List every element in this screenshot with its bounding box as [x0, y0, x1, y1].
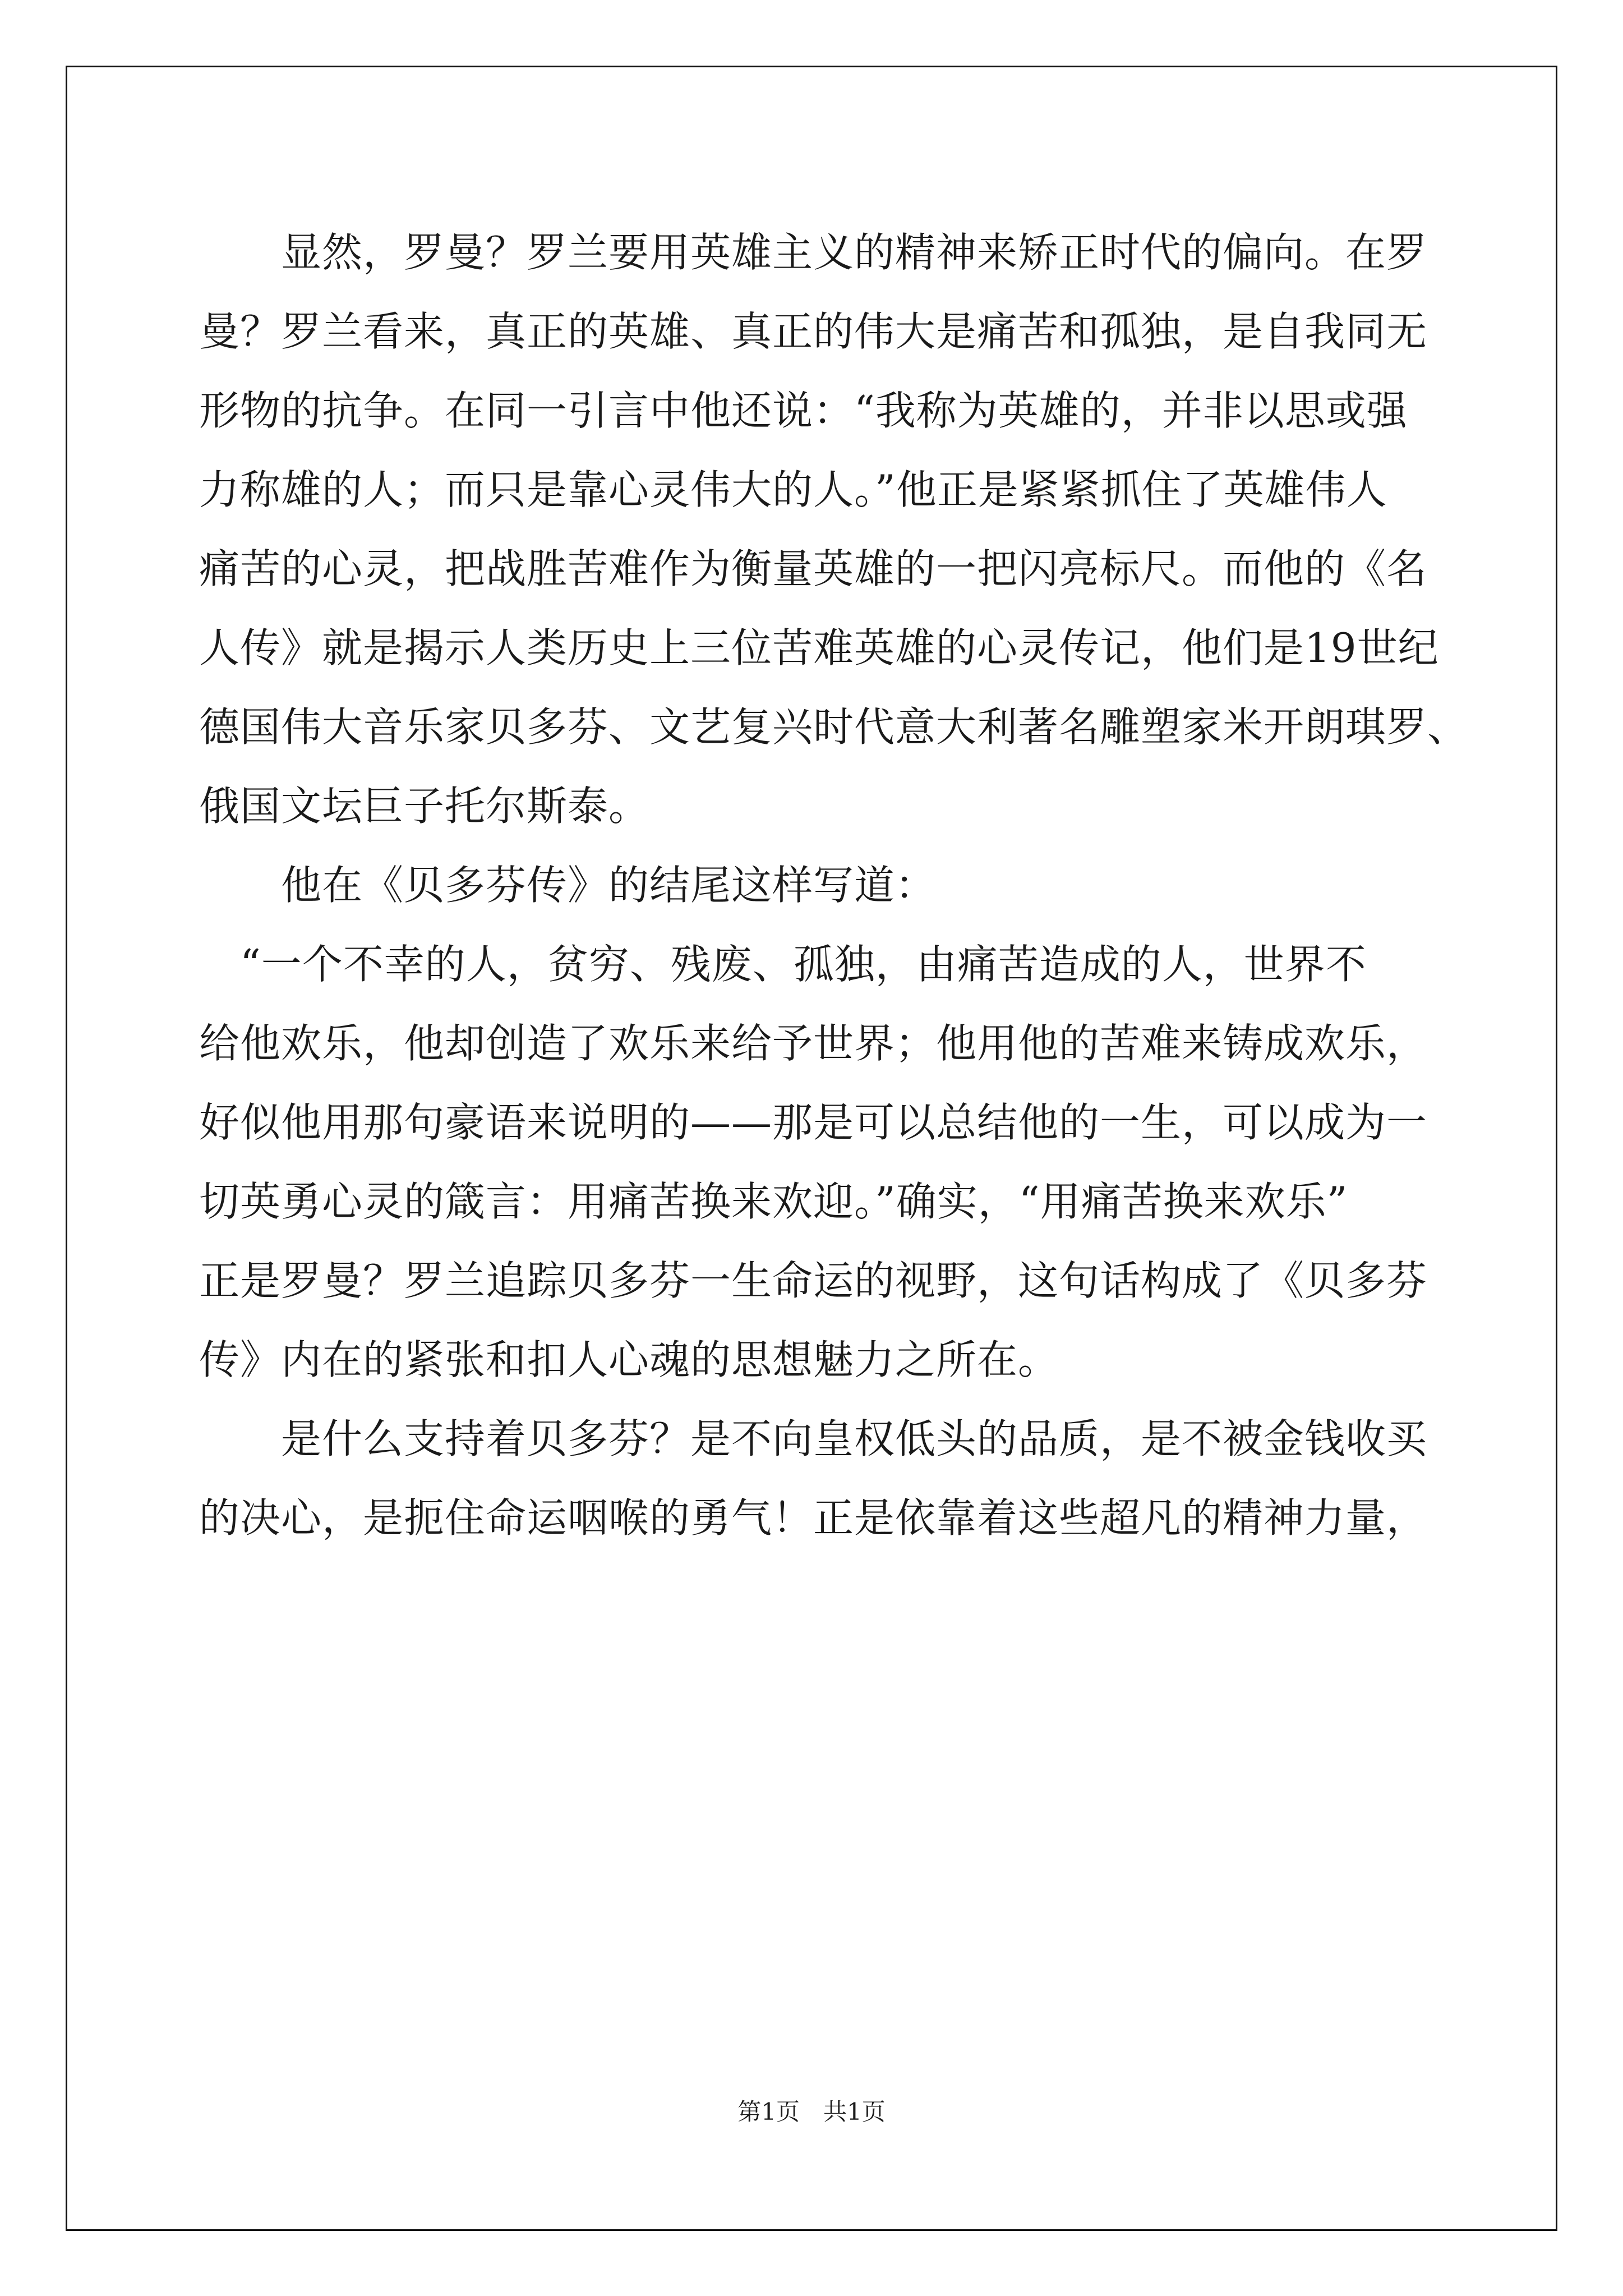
- paragraph-3-line-6: 传》内在的紧张和扣人心魂的思想魅力之所在。: [199, 1336, 1059, 1383]
- paragraph-1-line-6: 人传》就是揭示人类历史上三位苦难英雄的心灵传记，他们是19世纪: [199, 624, 1439, 671]
- paragraph-1-line-1: 显然，罗曼？罗兰要用英雄主义的精神来矫正时代的偏向。在罗: [199, 229, 1428, 276]
- paragraph-1-line-7: 德国伟大音乐家贝多芬、文艺复兴时代意大利著名雕塑家米开朗琪罗、: [199, 703, 1469, 751]
- paragraph-1-line-4: 力称雄的人；而只是靠心灵伟大的人。”他正是紧紧抓住了英雄伟人: [199, 466, 1387, 513]
- paragraph-1-line-8: 俄国文坛巨子托尔斯泰。: [199, 783, 650, 830]
- paragraph-3-line-3: 好似他用那句豪语来说明的——那是可以总结他的一生，可以成为一: [199, 1099, 1428, 1146]
- paragraph-3-line-5: 正是罗曼？罗兰追踪贝多芬一生命运的视野，这句话构成了《贝多芬: [199, 1257, 1428, 1304]
- paragraph-1-line-3: 形物的抗争。在同一引言中他还说：“我称为英雄的，并非以思或强: [199, 387, 1408, 434]
- paragraph-3-line-2: 给他欢乐，他却创造了欢乐来给予世界；他用他的苦难来铸成欢乐，: [199, 1020, 1428, 1067]
- paragraph-3-line-1: “一个不幸的人，贫穷、残废、孤独，由痛苦造成的人，世界不: [199, 941, 1367, 988]
- paragraph-1-line-5: 痛苦的心灵，把战胜苦难作为衡量英雄的一把闪亮标尺。而他的《名: [199, 545, 1428, 592]
- paragraph-1-line-2: 曼？罗兰看来，真正的英雄、真正的伟大是痛苦和孤独，是自我同无: [199, 308, 1428, 355]
- page-footer: 第1页 共1页: [737, 2098, 886, 2125]
- paragraph-3-line-4: 切英勇心灵的箴言：用痛苦换来欢迎。”确实，“用痛苦换来欢乐”: [199, 1178, 1348, 1225]
- paragraph-4-line-1: 是什么支持着贝多芬？是不向皇权低头的品质，是不被金钱收买: [199, 1415, 1428, 1462]
- paragraph-2-line-1: 他在《贝多芬传》的结尾这样写道：: [199, 862, 937, 909]
- paragraph-4-line-2: 的决心，是扼住命运咽喉的勇气！正是依靠着这些超凡的精神力量，: [199, 1494, 1428, 1542]
